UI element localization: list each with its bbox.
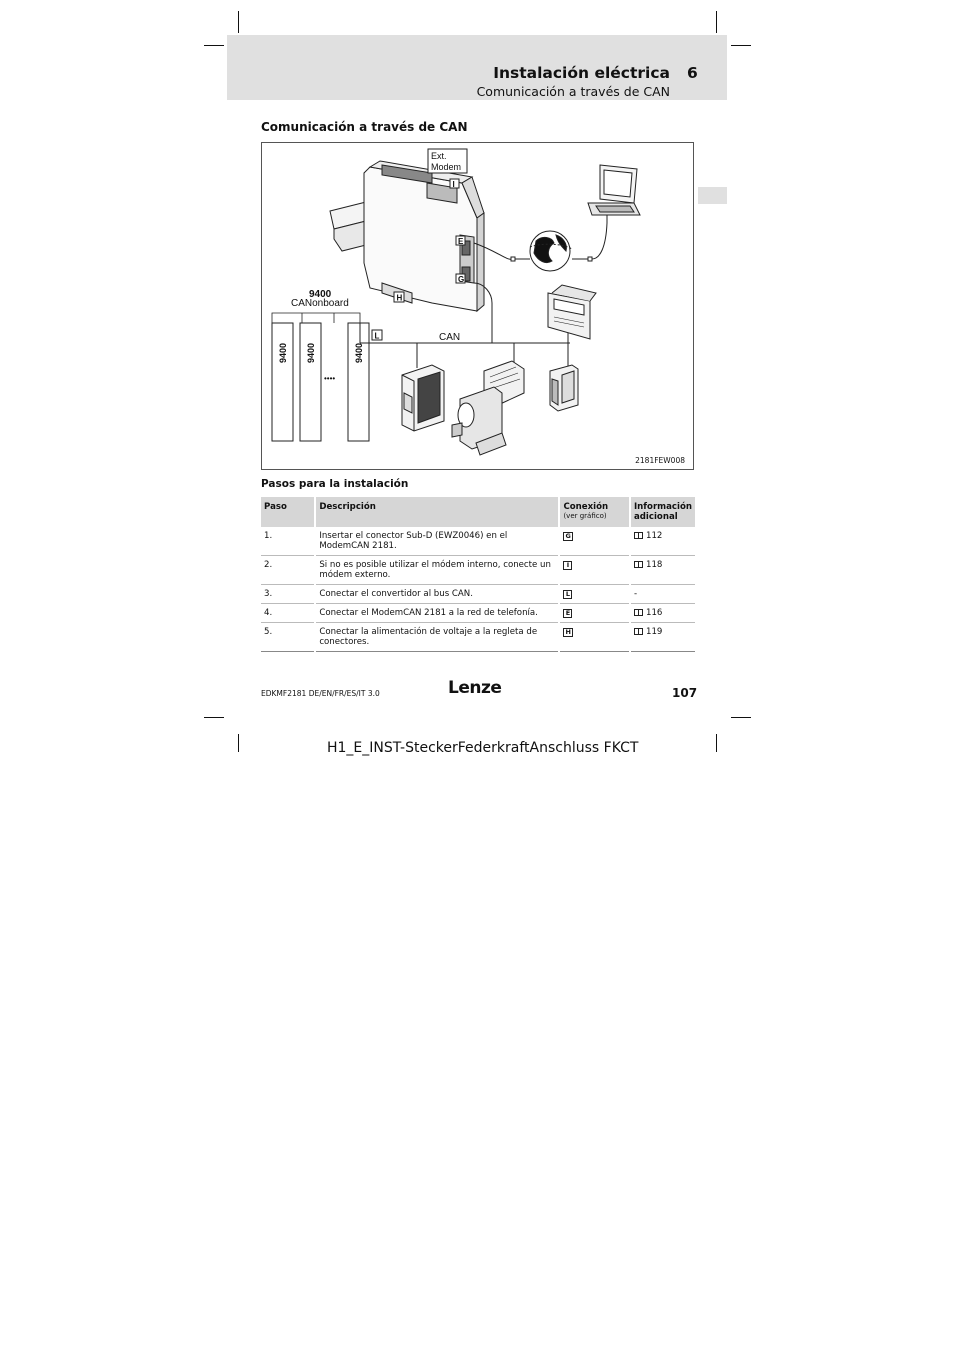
lenze-logo: Lenze xyxy=(448,678,502,698)
marker-h-label: H xyxy=(396,293,403,303)
wiring-figure xyxy=(261,142,694,470)
page-ref: 116 xyxy=(645,608,663,618)
page-ref: 119 xyxy=(645,627,663,637)
step-description: Conectar el convertidor al bus CAN. xyxy=(315,585,559,604)
step-info xyxy=(630,604,695,623)
steps-title: Pasos para la instalación xyxy=(261,478,409,490)
connection-marker: E xyxy=(563,609,572,618)
step-connection xyxy=(559,604,630,623)
step-description: Si no es posible utilizar el módem interno, conecte un módem externo. xyxy=(315,556,559,585)
device-bracket xyxy=(272,313,360,323)
step-number: 5. xyxy=(261,623,315,652)
step-connection xyxy=(559,585,630,604)
marker-g-label: G xyxy=(458,275,465,284)
drive-unit xyxy=(300,323,321,441)
step-number: 4. xyxy=(261,604,315,623)
ext-modem-label: Modem xyxy=(431,162,462,172)
col-info-label: Información xyxy=(633,502,692,512)
crop-mark xyxy=(716,734,717,752)
marker-l-label: L xyxy=(374,331,380,341)
col-descripcion: Descripción xyxy=(315,497,559,527)
table-row xyxy=(261,623,695,652)
step-info: - xyxy=(630,585,695,604)
file-tag: H1_E_INST-SteckerFederkraftAnschluss FKCT xyxy=(327,740,639,756)
crop-mark xyxy=(716,11,717,33)
drive-label: 9400 xyxy=(278,342,288,363)
book-icon xyxy=(634,561,643,568)
crop-mark xyxy=(731,717,751,718)
step-connection xyxy=(559,556,630,585)
chapter-subtitle: Comunicación a través de CAN xyxy=(476,84,670,99)
figure-code: 2181FEW008 xyxy=(635,456,685,465)
page-ref: 118 xyxy=(645,560,663,570)
chapter-title: Instalación eléctrica xyxy=(493,64,670,82)
page-ref: 112 xyxy=(645,531,663,541)
step-description: Conectar el ModemCAN 2181 a la red de telefonía. xyxy=(315,604,559,623)
phone-line xyxy=(572,209,607,259)
crop-mark xyxy=(238,734,239,752)
col-paso: Paso xyxy=(261,497,315,527)
step-description: Conectar la alimentación de voltaje a la regleta de conectores. xyxy=(315,623,559,652)
table-header-row xyxy=(261,497,695,527)
crop-mark xyxy=(204,45,224,46)
device-title: 9400 xyxy=(309,289,332,300)
globe-icon xyxy=(530,231,572,271)
col-info xyxy=(630,497,695,527)
side-tab xyxy=(698,187,727,204)
step-connection xyxy=(559,527,630,556)
table-row xyxy=(261,527,695,556)
can-bus-label: CAN xyxy=(439,332,461,343)
crop-mark xyxy=(204,717,224,718)
io-module xyxy=(550,365,578,411)
crop-mark xyxy=(238,11,239,33)
col-conexion-sub: (ver gráfico) xyxy=(563,512,607,520)
step-number: 3. xyxy=(261,585,315,604)
step-info xyxy=(630,623,695,652)
drive-unit xyxy=(272,323,293,441)
marker-e-label: E xyxy=(458,237,464,246)
device-subtitle: CANonboard xyxy=(291,298,349,309)
step-connection xyxy=(559,623,630,652)
connection-marker: I xyxy=(563,561,572,570)
ext-modem-label: Ext. xyxy=(431,151,447,161)
controller-device xyxy=(402,365,444,431)
drive-unit xyxy=(348,323,369,441)
geared-motor xyxy=(452,361,524,455)
doc-identifier: EDKMF2181 DE/EN/FR/ES/IT 3.0 xyxy=(261,689,380,698)
crop-mark xyxy=(731,45,751,46)
connection-marker: L xyxy=(563,590,572,599)
table-row xyxy=(261,585,695,604)
more-drives-dots: •••• xyxy=(324,374,336,383)
marker-i-label: I xyxy=(452,180,455,189)
wiring-diagram xyxy=(262,143,695,471)
drive-label: 9400 xyxy=(306,342,316,363)
table-row xyxy=(261,604,695,623)
steps-table xyxy=(261,497,695,652)
connection-marker: G xyxy=(565,532,571,540)
col-info-label: adicional xyxy=(633,512,678,522)
step-info xyxy=(630,556,695,585)
chapter-number: 6 xyxy=(687,64,698,82)
page-number: 107 xyxy=(672,686,698,700)
book-icon xyxy=(634,532,643,539)
col-conexion-label: Conexión xyxy=(563,502,609,512)
col-conexion xyxy=(559,497,630,527)
line-connector xyxy=(588,257,592,261)
step-info xyxy=(630,527,695,556)
step-description: Insertar el conector Sub-D (EWZ0046) en el ModemCAN 2181. xyxy=(315,527,559,556)
section-title: Comunicación a través de CAN xyxy=(261,120,468,134)
step-number: 2. xyxy=(261,556,315,585)
book-icon xyxy=(634,609,643,616)
line-connector xyxy=(511,257,515,261)
table-row xyxy=(261,556,695,585)
step-number: 1. xyxy=(261,527,315,556)
hmi-panel xyxy=(548,285,596,339)
book-icon xyxy=(634,628,643,635)
connection-marker: H xyxy=(565,628,571,636)
drive-label: 9400 xyxy=(354,342,364,363)
laptop-icon xyxy=(588,165,640,215)
